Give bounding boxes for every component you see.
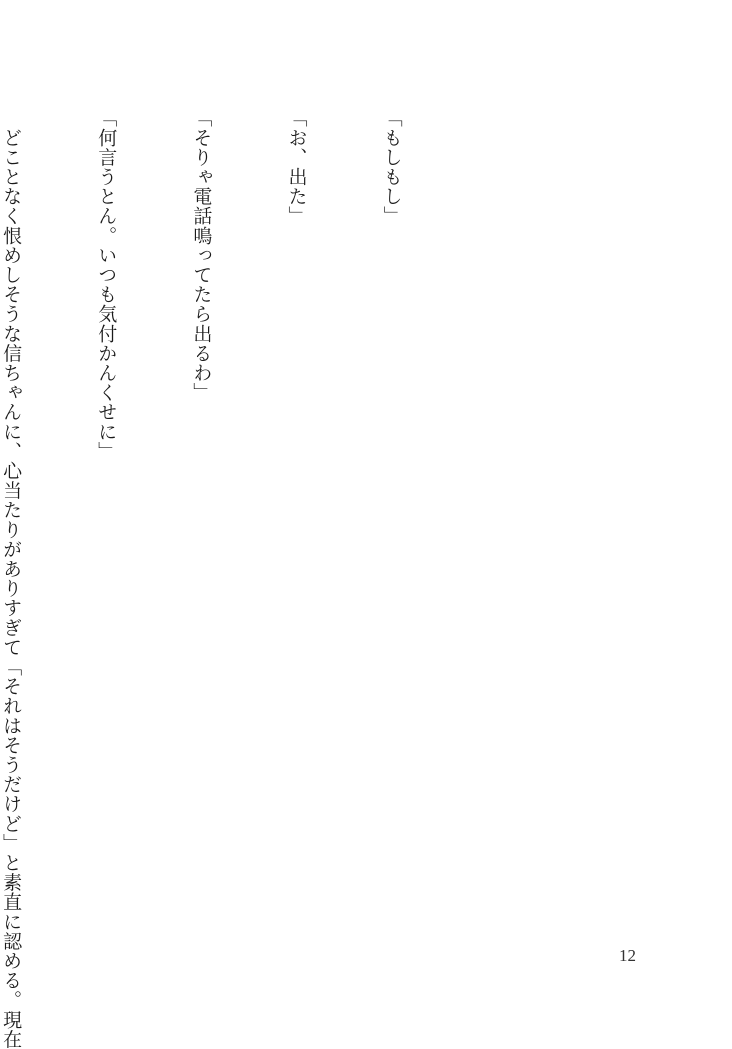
text-line: 「何言うとん。いつも気付かんくせに」: [95, 108, 118, 461]
text-line: 「そりゃ電話鳴ってたら出るわ」: [190, 108, 213, 402]
vertical-text-body: [0, 108, 470, 1049]
text-line: 「お、出た」: [285, 108, 308, 226]
text-line: どことなく恨めしそうな信ちゃんに、心当たりがありすぎて「それはそうだけど」と素直に認める。現在: [0, 108, 23, 1049]
text-line: 「もしもし」: [380, 108, 403, 226]
page-number: 12: [619, 946, 636, 965]
